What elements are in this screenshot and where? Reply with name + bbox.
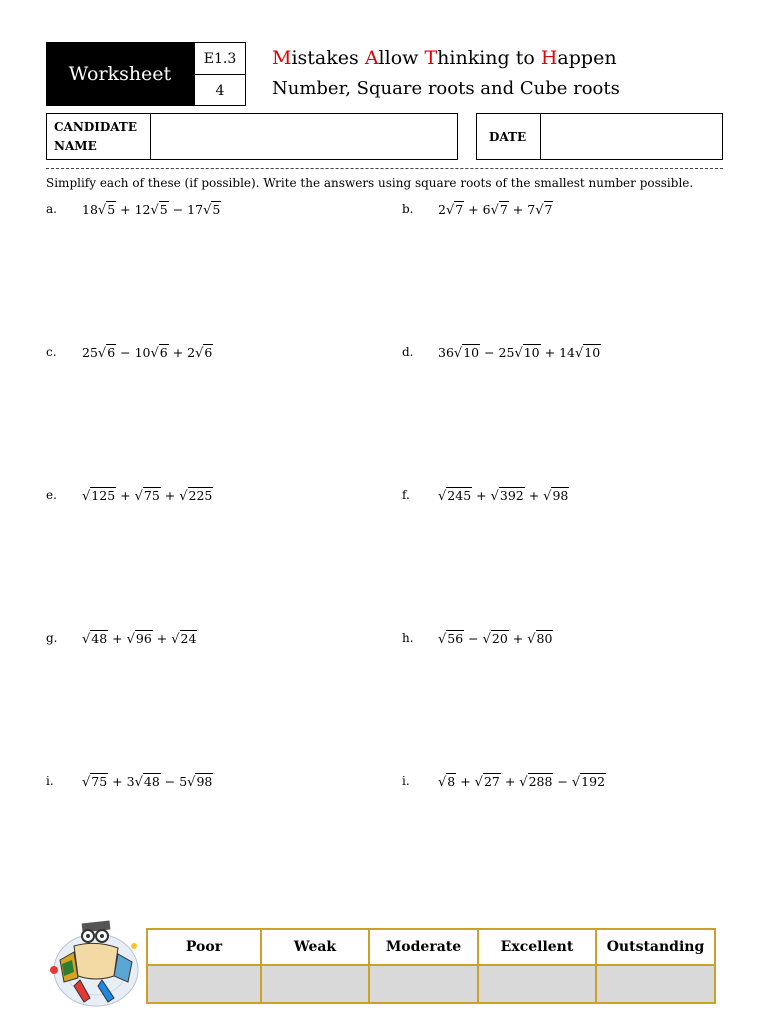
worksheet-number: 4	[195, 74, 245, 106]
radical-sign-icon: √	[171, 632, 180, 647]
radical-sign-icon: √	[490, 203, 499, 218]
coefficient: 25	[498, 345, 515, 360]
rating-cell-moderate[interactable]	[369, 965, 478, 1003]
square-root	[82, 631, 108, 647]
question-expression	[438, 202, 553, 218]
date-box	[476, 113, 723, 160]
operator: +	[116, 202, 135, 217]
question-label: i.	[46, 774, 54, 788]
coefficient: 10	[134, 345, 151, 360]
radical-sign-icon: √	[574, 346, 584, 361]
coefficient: 6	[482, 202, 491, 217]
operator: −	[116, 345, 135, 360]
radicand: 75	[143, 488, 160, 503]
operator: +	[464, 202, 483, 217]
question-expression	[82, 488, 213, 504]
operator: +	[116, 488, 135, 503]
radical-sign-icon: √	[203, 203, 212, 218]
title-initial: H	[540, 47, 558, 69]
radicand: 288	[528, 774, 553, 789]
square-root	[98, 345, 116, 361]
coefficient: 2	[438, 202, 446, 217]
radical-sign-icon: √	[134, 775, 143, 790]
radicand: 56	[447, 631, 464, 646]
worksheet-code-box	[194, 42, 246, 106]
square-root	[187, 774, 213, 790]
radical-sign-icon: √	[82, 632, 91, 647]
radicand: 245	[447, 488, 472, 503]
radical-sign-icon: √	[482, 632, 491, 647]
radical-sign-icon: √	[514, 346, 523, 361]
operator: −	[168, 202, 188, 217]
divider	[46, 168, 723, 169]
operator: +	[472, 488, 491, 503]
question-expression	[438, 345, 601, 361]
square-root	[514, 345, 540, 361]
radicand: 8	[447, 774, 456, 789]
square-root	[82, 774, 108, 790]
operator: −	[464, 631, 483, 646]
operator: +	[540, 345, 560, 360]
candidate-label-line1: CANDIDATE	[54, 120, 137, 134]
square-root	[203, 202, 221, 218]
radical-sign-icon: √	[97, 203, 107, 218]
radical-sign-icon: √	[195, 346, 204, 361]
coefficient: 36	[438, 345, 454, 360]
rating-poor: Poor	[147, 929, 261, 965]
radicand: 5	[159, 202, 168, 217]
radicand: 27	[483, 774, 500, 789]
square-root	[491, 488, 525, 504]
radicand: 96	[135, 631, 152, 646]
instruction: Simplify each of these (if possible). Write the answers using square roots of the smallest number possible.	[46, 176, 694, 190]
radical-sign-icon: √	[187, 775, 196, 790]
radical-sign-icon: √	[150, 346, 159, 361]
question-expression	[438, 631, 553, 647]
date-field[interactable]	[541, 114, 722, 159]
square-root	[446, 202, 464, 218]
radical-sign-icon: √	[97, 346, 107, 361]
radicand: 5	[107, 202, 116, 217]
radical-sign-icon: √	[543, 489, 552, 504]
candidate-name-box	[46, 113, 458, 160]
question-label: h.	[402, 631, 414, 645]
radical-sign-icon: √	[453, 346, 463, 361]
radical-sign-icon: √	[134, 489, 143, 504]
operator: +	[524, 488, 544, 503]
coefficient: 3	[126, 774, 135, 789]
coefficient: 14	[559, 345, 575, 360]
radical-sign-icon: √	[126, 632, 135, 647]
operator: +	[152, 631, 172, 646]
radical-sign-icon: √	[571, 775, 581, 790]
square-root	[491, 202, 509, 218]
operator: −	[160, 774, 180, 789]
radical-sign-icon: √	[438, 632, 447, 647]
radicand: 7	[499, 202, 508, 217]
radical-sign-icon: √	[82, 775, 91, 790]
radicand: 192	[581, 774, 606, 789]
radicand: 20	[491, 631, 508, 646]
question-expression	[82, 774, 213, 790]
operator: −	[480, 345, 499, 360]
square-root	[98, 202, 116, 218]
question-label: a.	[46, 202, 57, 216]
square-root	[135, 774, 161, 790]
operator: +	[108, 631, 127, 646]
radicand: 48	[143, 774, 160, 789]
square-root	[171, 631, 197, 647]
rating-cell-outstanding[interactable]	[596, 965, 715, 1003]
square-root	[438, 631, 464, 647]
radicand: 75	[91, 774, 108, 789]
radicand: 7	[544, 202, 553, 217]
page-title	[272, 47, 617, 69]
rating-excellent: Excellent	[478, 929, 596, 965]
question-label: c.	[46, 345, 57, 359]
square-root	[527, 631, 553, 647]
radical-sign-icon: √	[179, 489, 188, 504]
operator: +	[456, 774, 475, 789]
radicand: 10	[584, 345, 601, 360]
square-root	[195, 345, 213, 361]
title-word-rest: istakes	[291, 47, 365, 69]
question-expression	[82, 202, 221, 218]
worksheet-code: E1.3	[203, 50, 237, 67]
operator: −	[553, 774, 572, 789]
coefficient: 12	[134, 202, 151, 217]
operator: +	[500, 774, 520, 789]
rating-weak: Weak	[261, 929, 369, 965]
radicand: 10	[463, 345, 480, 360]
title-initial: T	[424, 47, 438, 69]
radical-sign-icon: √	[519, 775, 528, 790]
candidate-name-label	[47, 114, 151, 159]
coefficient: 18	[82, 202, 98, 217]
square-root	[127, 631, 153, 647]
question-expression	[438, 774, 606, 790]
operator: +	[508, 631, 528, 646]
radical-sign-icon: √	[438, 775, 447, 790]
radicand: 98	[196, 774, 213, 789]
square-root	[483, 631, 509, 647]
square-root	[179, 488, 213, 504]
rating-cell-excellent[interactable]	[478, 965, 596, 1003]
maths-logo-icon	[44, 916, 144, 1008]
radicand: 6	[204, 345, 213, 360]
title-word-rest: llow	[378, 47, 425, 69]
radical-sign-icon: √	[535, 203, 544, 218]
operator: +	[108, 774, 127, 789]
question-label: f.	[402, 488, 410, 502]
coefficient: 7	[527, 202, 536, 217]
operator: +	[168, 345, 188, 360]
square-root	[543, 488, 569, 504]
square-root	[575, 345, 601, 361]
radicand: 7	[455, 202, 464, 217]
radical-sign-icon: √	[474, 775, 483, 790]
radicand: 48	[91, 631, 108, 646]
operator: +	[160, 488, 180, 503]
candidate-name-field[interactable]	[151, 114, 457, 159]
square-root	[150, 345, 168, 361]
rating-outstanding: Outstanding	[596, 929, 715, 965]
radicand: 24	[180, 631, 197, 646]
question-expression	[82, 631, 197, 647]
title-word-rest: appen	[557, 47, 617, 69]
rating-table	[146, 928, 716, 1004]
radicand: 98	[552, 488, 569, 503]
square-root	[438, 774, 456, 790]
radicand: 6	[107, 345, 116, 360]
page-subtitle: Number, Square roots and Cube roots	[272, 78, 620, 99]
coefficient: 2	[187, 345, 196, 360]
title-initial: M	[272, 47, 292, 69]
radicand: 125	[91, 488, 116, 503]
radical-sign-icon: √	[82, 489, 91, 504]
radical-sign-icon: √	[150, 203, 159, 218]
title-word-rest: hinking to	[437, 47, 541, 69]
question-expression	[438, 488, 569, 504]
coefficient: 17	[187, 202, 204, 217]
radicand: 225	[188, 488, 213, 503]
question-label: b.	[402, 202, 414, 216]
rating-cell-poor[interactable]	[147, 965, 261, 1003]
question-label: g.	[46, 631, 58, 645]
coefficient: 5	[179, 774, 188, 789]
square-root	[519, 774, 553, 790]
square-root	[438, 488, 472, 504]
candidate-label-line2: NAME	[54, 139, 97, 153]
title-initial: A	[364, 47, 379, 69]
radicand: 6	[159, 345, 168, 360]
radical-sign-icon: √	[490, 489, 499, 504]
rating-cell-weak[interactable]	[261, 965, 369, 1003]
rating-moderate: Moderate	[369, 929, 478, 965]
radical-sign-icon: √	[438, 489, 447, 504]
radical-sign-icon: √	[527, 632, 536, 647]
question-label: i.	[402, 774, 410, 788]
operator: +	[508, 202, 528, 217]
square-root	[82, 488, 116, 504]
question-label: d.	[402, 345, 414, 359]
square-root	[572, 774, 606, 790]
radical-sign-icon: √	[445, 203, 455, 218]
square-root	[150, 202, 168, 218]
radicand: 5	[212, 202, 221, 217]
date-label: DATE	[477, 114, 541, 159]
question-label: e.	[46, 488, 57, 502]
square-root	[454, 345, 480, 361]
worksheet-label: Worksheet	[46, 42, 194, 106]
question-expression	[82, 345, 213, 361]
square-root	[135, 488, 161, 504]
radicand: 10	[523, 345, 540, 360]
square-root	[475, 774, 501, 790]
radicand: 80	[536, 631, 553, 646]
radicand: 392	[499, 488, 524, 503]
square-root	[535, 202, 553, 218]
coefficient: 25	[82, 345, 98, 360]
